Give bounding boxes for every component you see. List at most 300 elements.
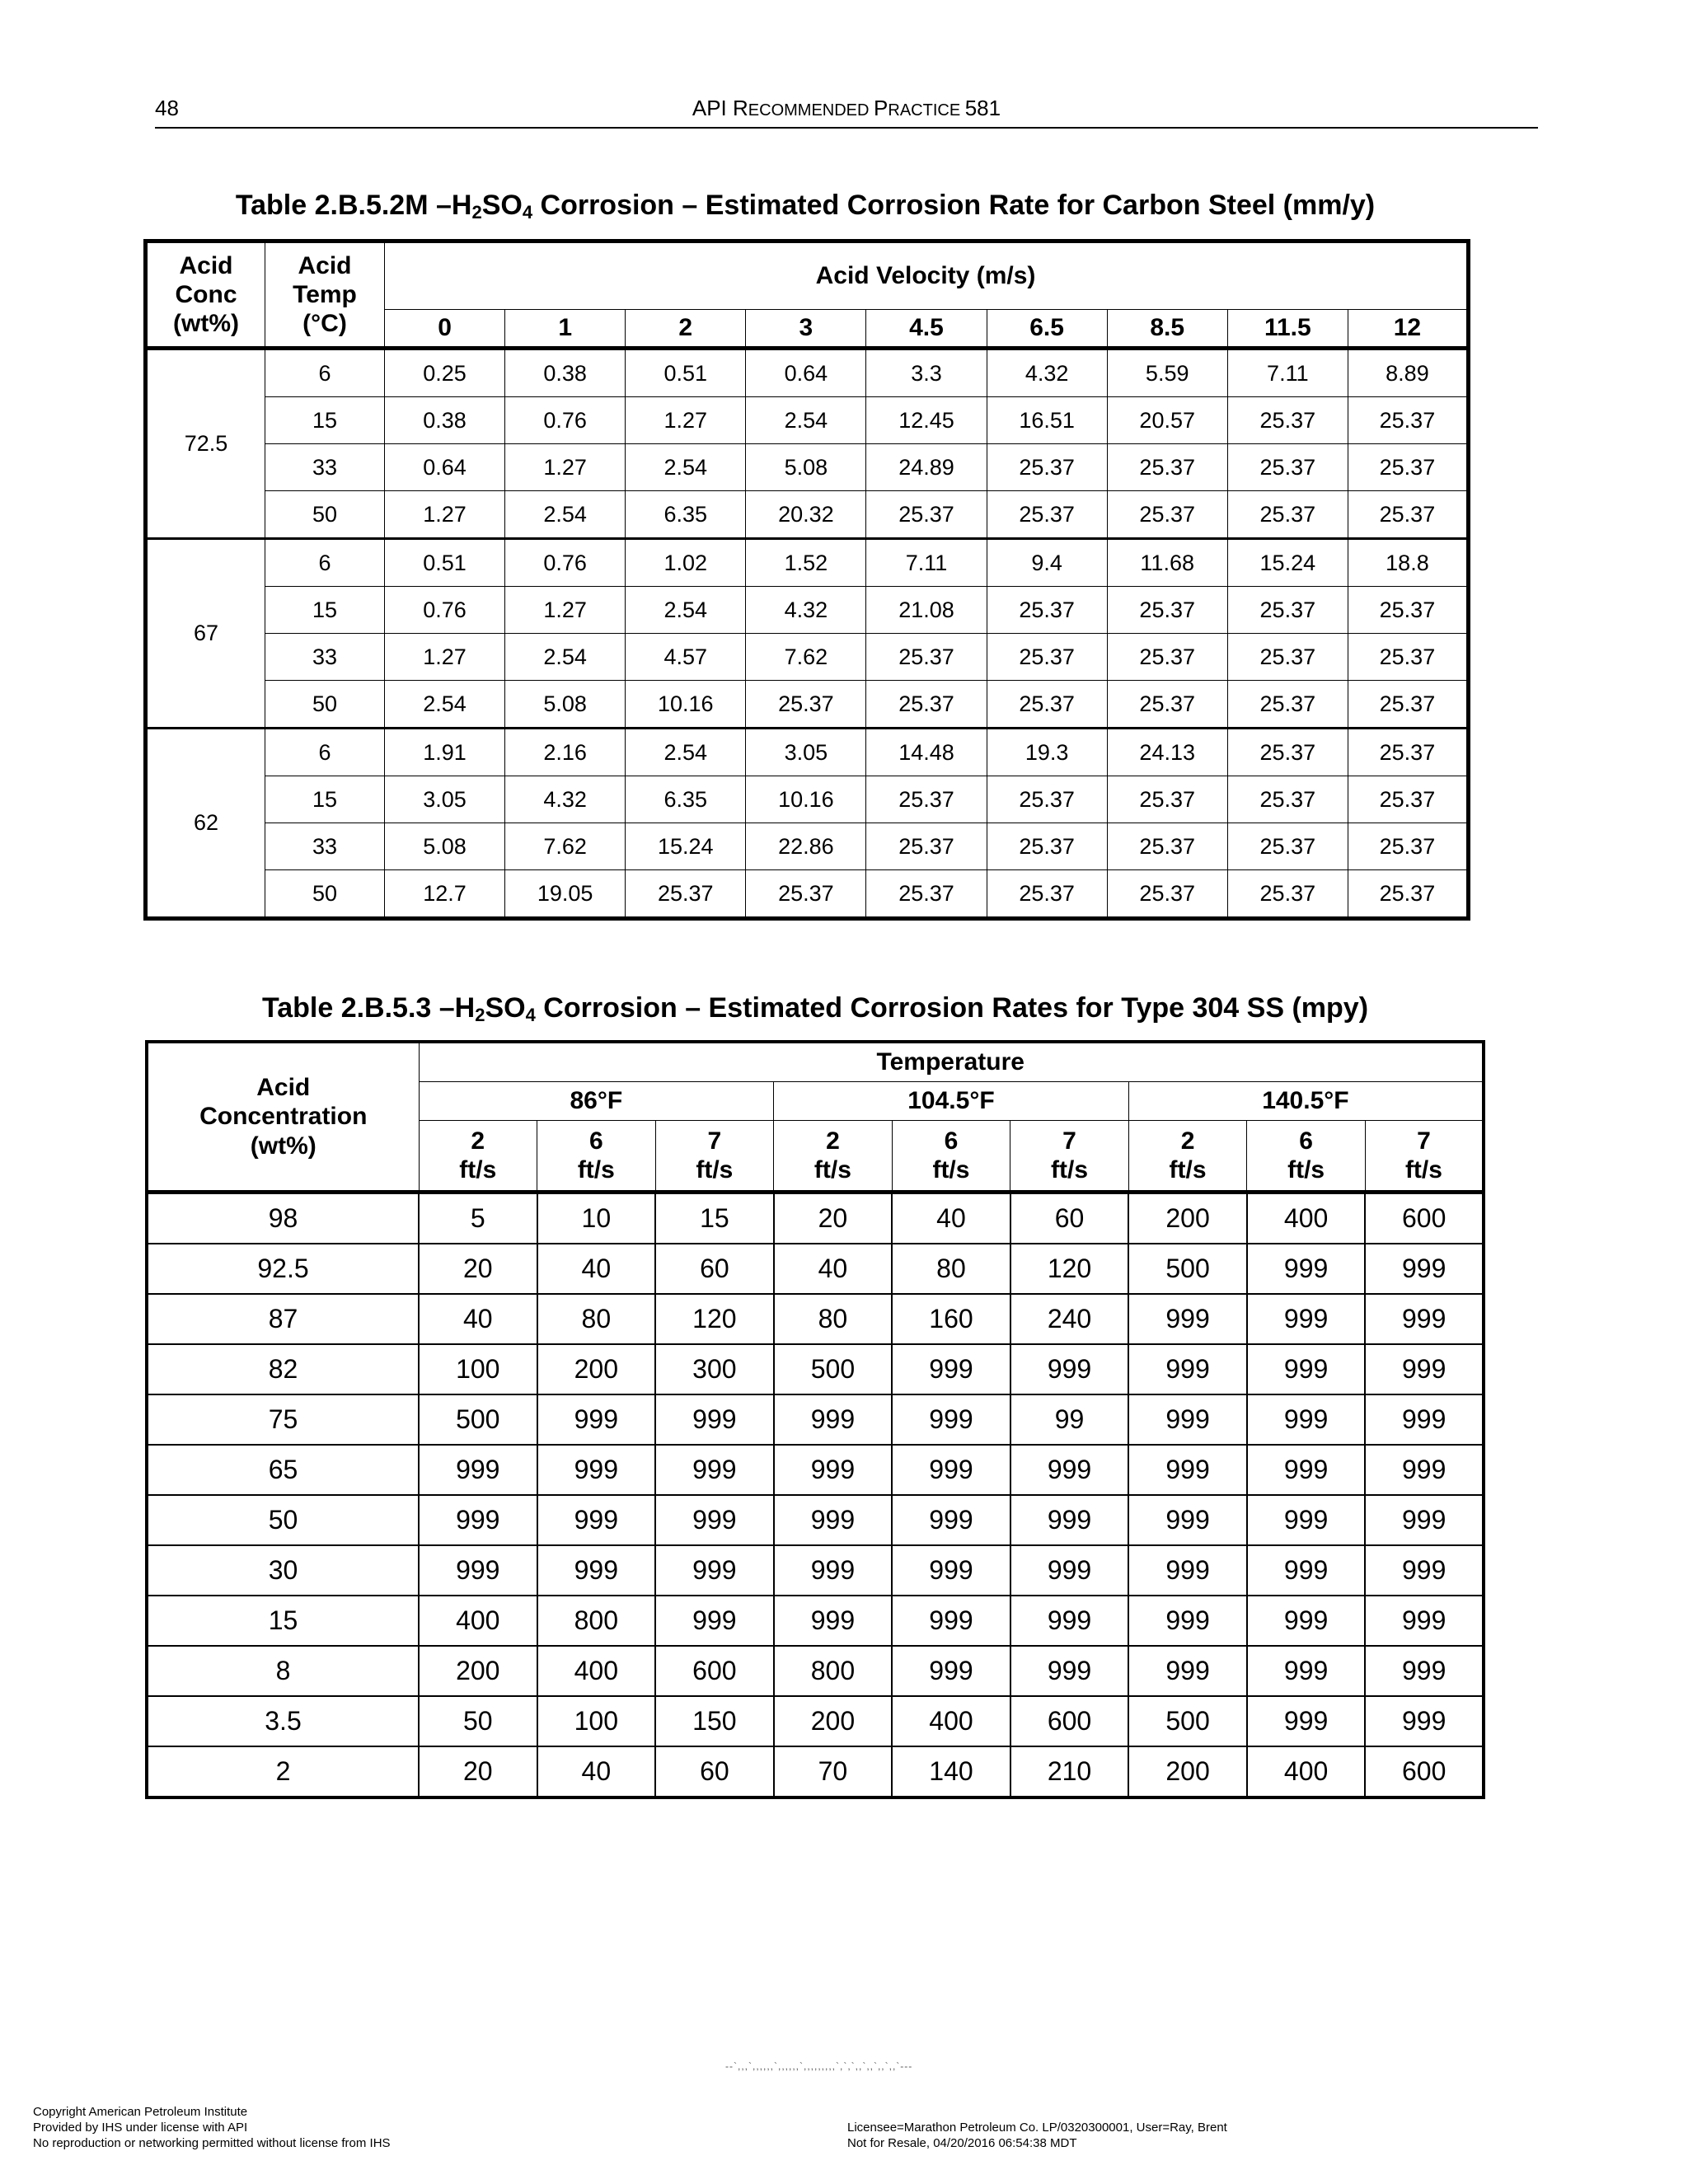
rate-cell: 999: [892, 1344, 1010, 1394]
speed-col-header: [1128, 1121, 1247, 1193]
table-row: [146, 823, 1469, 870]
rate-cell: 999: [1128, 1394, 1247, 1445]
rate-cell: 999: [655, 1495, 774, 1545]
rate-cell: 999: [1128, 1545, 1247, 1596]
rate-cell: 1.52: [746, 539, 866, 587]
rate-cell: 25.37: [866, 823, 987, 870]
rate-cell: 25.37: [1227, 870, 1348, 919]
rate-cell: 25.37: [1227, 823, 1348, 870]
rate-cell: 300: [655, 1344, 774, 1394]
rate-cell: 80: [537, 1294, 656, 1344]
rate-cell: 25.37: [1227, 729, 1348, 776]
acid-conc-cell: 72.5: [146, 349, 265, 539]
rate-cell: 80: [892, 1244, 1010, 1294]
rate-cell: 999: [537, 1495, 656, 1545]
rate-cell: 999: [1365, 1445, 1484, 1495]
rate-cell: 21.08: [866, 587, 987, 634]
rate-cell: 200: [774, 1696, 893, 1746]
rate-cell: 999: [892, 1495, 1010, 1545]
acid-concentration-cell: 87: [147, 1294, 419, 1344]
rate-cell: 999: [1128, 1495, 1247, 1545]
velocity-col-header: 6.5: [987, 310, 1107, 349]
rate-cell: 400: [892, 1696, 1010, 1746]
acid-temp-header: Acid Temp (°C): [265, 241, 385, 349]
rate-cell: 40: [419, 1294, 537, 1344]
rate-cell: 999: [655, 1545, 774, 1596]
rate-cell: 1.27: [385, 491, 505, 539]
acid-temp-cell: 15: [265, 397, 385, 444]
rate-cell: 2.54: [385, 681, 505, 729]
rate-cell: 5.59: [1107, 349, 1227, 397]
rate-cell: 0.38: [385, 397, 505, 444]
rate-cell: 999: [1365, 1495, 1484, 1545]
table-row: [146, 870, 1469, 919]
speed-col-header: [774, 1121, 893, 1193]
table-row: [147, 1244, 1484, 1294]
rate-cell: 600: [1365, 1746, 1484, 1797]
speed-value: 7: [1417, 1127, 1431, 1155]
table-row: [146, 681, 1469, 729]
rate-cell: 25.37: [1227, 634, 1348, 681]
speed-col-header: [537, 1121, 656, 1193]
rate-cell: 999: [1128, 1646, 1247, 1696]
rate-cell: 7.62: [505, 823, 626, 870]
rate-cell: 999: [1010, 1495, 1129, 1545]
acid-concentration-cell: 65: [147, 1445, 419, 1495]
acid-temp-cell: 6: [265, 349, 385, 397]
rate-cell: 999: [1365, 1394, 1484, 1445]
rate-cell: 999: [774, 1445, 893, 1495]
speed-unit: ft/s: [932, 1156, 970, 1183]
rate-cell: 15.24: [1227, 539, 1348, 587]
rate-cell: 100: [419, 1344, 537, 1394]
rate-cell: 20: [774, 1193, 893, 1244]
rate-cell: 999: [537, 1445, 656, 1495]
table-row: [147, 1495, 1484, 1545]
rate-cell: 400: [1247, 1746, 1366, 1797]
rate-cell: 15.24: [626, 823, 746, 870]
rate-cell: 19.3: [987, 729, 1107, 776]
rate-cell: 999: [1247, 1244, 1366, 1294]
temperature-header: Temperature: [419, 1042, 1484, 1082]
rate-cell: 0.51: [626, 349, 746, 397]
speed-value: 7: [707, 1127, 722, 1155]
type-304-ss-corrosion-table: [145, 1040, 1485, 1799]
speed-value: 6: [1299, 1127, 1313, 1155]
acid-concentration-cell: 15: [147, 1596, 419, 1646]
rate-cell: 19.05: [505, 870, 626, 919]
rate-cell: 999: [1365, 1344, 1484, 1394]
rate-cell: 999: [1365, 1545, 1484, 1596]
rate-cell: 0.64: [746, 349, 866, 397]
rate-cell: 40: [892, 1193, 1010, 1244]
rate-cell: 3.3: [866, 349, 987, 397]
rate-cell: 2.54: [505, 491, 626, 539]
speed-unit: ft/s: [1169, 1156, 1207, 1183]
rate-cell: 999: [1247, 1696, 1366, 1746]
rate-cell: 999: [655, 1596, 774, 1646]
rate-cell: 24.13: [1107, 729, 1227, 776]
rate-cell: 0.76: [505, 397, 626, 444]
table-row: [146, 539, 1469, 587]
table-row: [146, 634, 1469, 681]
rate-cell: 4.32: [505, 776, 626, 823]
rate-cell: 25.37: [1348, 587, 1468, 634]
rate-cell: 22.86: [746, 823, 866, 870]
rate-cell: 800: [537, 1596, 656, 1646]
rate-cell: 25.37: [987, 634, 1107, 681]
speed-unit: ft/s: [1287, 1156, 1325, 1183]
rate-cell: 25.37: [1227, 776, 1348, 823]
acid-temp-cell: 33: [265, 634, 385, 681]
rate-cell: 999: [1128, 1344, 1247, 1394]
rate-cell: 1.27: [505, 444, 626, 491]
rate-cell: 4.32: [746, 587, 866, 634]
rate-cell: 70: [774, 1746, 893, 1797]
acid-temp-cell: 6: [265, 729, 385, 776]
rate-cell: 999: [419, 1545, 537, 1596]
rate-cell: 25.37: [1107, 681, 1227, 729]
rate-cell: 999: [1128, 1294, 1247, 1344]
rate-cell: 1.02: [626, 539, 746, 587]
velocity-col-header: 11.5: [1227, 310, 1348, 349]
velocity-col-header: 12: [1348, 310, 1468, 349]
table-row: [147, 1445, 1484, 1495]
rate-cell: 400: [419, 1596, 537, 1646]
rate-cell: 25.37: [1348, 444, 1468, 491]
speed-col-header: [655, 1121, 774, 1193]
acid-concentration-cell: 82: [147, 1344, 419, 1394]
rate-cell: 25.37: [1227, 491, 1348, 539]
rate-cell: 999: [892, 1596, 1010, 1646]
rate-cell: 20: [419, 1746, 537, 1797]
rate-cell: 7.11: [866, 539, 987, 587]
rate-cell: 80: [774, 1294, 893, 1344]
rate-cell: 800: [774, 1646, 893, 1696]
rate-cell: 10.16: [746, 776, 866, 823]
rate-cell: 16.51: [987, 397, 1107, 444]
rate-cell: 999: [774, 1394, 893, 1445]
rate-cell: 999: [1247, 1646, 1366, 1696]
speed-value: 6: [588, 1127, 603, 1155]
rate-cell: 400: [1247, 1193, 1366, 1244]
rate-cell: 25.37: [1107, 587, 1227, 634]
rate-cell: 6.35: [626, 491, 746, 539]
rate-cell: 25.37: [1107, 634, 1227, 681]
table-row: [146, 729, 1469, 776]
rate-cell: 2.54: [626, 729, 746, 776]
rate-cell: 8.89: [1348, 349, 1468, 397]
rate-cell: 2.54: [746, 397, 866, 444]
rate-cell: 2.54: [626, 587, 746, 634]
rate-cell: 999: [1365, 1646, 1484, 1696]
acid-concentration-cell: 3.5: [147, 1696, 419, 1746]
rate-cell: 10: [537, 1193, 656, 1244]
velocity-col-header: 2: [626, 310, 746, 349]
rate-cell: 25.37: [1227, 587, 1348, 634]
rate-cell: 7.62: [746, 634, 866, 681]
rate-cell: 140: [892, 1746, 1010, 1797]
acid-velocity-header: Acid Velocity (m/s): [385, 241, 1469, 310]
velocity-col-header: 3: [746, 310, 866, 349]
rate-cell: 999: [1010, 1344, 1129, 1394]
rate-cell: 25.37: [746, 870, 866, 919]
rate-cell: 999: [892, 1445, 1010, 1495]
speed-value: 2: [1180, 1127, 1195, 1155]
table-row: [147, 1696, 1484, 1746]
speed-col-header: [892, 1121, 1010, 1193]
speed-unit: ft/s: [459, 1156, 497, 1183]
rate-cell: 999: [1247, 1294, 1366, 1344]
rate-cell: 1.91: [385, 729, 505, 776]
rate-cell: 0.38: [505, 349, 626, 397]
acid-temp-cell: 33: [265, 444, 385, 491]
table-row: [146, 587, 1469, 634]
rate-cell: 10.16: [626, 681, 746, 729]
velocity-col-header: 8.5: [1107, 310, 1227, 349]
rate-cell: 12.45: [866, 397, 987, 444]
rate-cell: 1.27: [626, 397, 746, 444]
rate-cell: 999: [655, 1445, 774, 1495]
rate-cell: 60: [1010, 1193, 1129, 1244]
rate-cell: 25.37: [1227, 681, 1348, 729]
speed-unit: ft/s: [577, 1156, 615, 1183]
speed-value: 2: [471, 1127, 485, 1155]
acid-temp-cell: 33: [265, 823, 385, 870]
rate-cell: 999: [537, 1394, 656, 1445]
rate-cell: 25.37: [1107, 870, 1227, 919]
velocity-col-header: 1: [505, 310, 626, 349]
rate-cell: 999: [892, 1394, 1010, 1445]
rate-cell: 14.48: [866, 729, 987, 776]
acid-temp-cell: 15: [265, 587, 385, 634]
rate-cell: 40: [774, 1244, 893, 1294]
rate-cell: 25.37: [1227, 444, 1348, 491]
speed-col-header: [419, 1121, 537, 1193]
rate-cell: 5.08: [505, 681, 626, 729]
rate-cell: 999: [892, 1545, 1010, 1596]
rate-cell: 25.37: [746, 681, 866, 729]
rate-cell: 999: [1365, 1244, 1484, 1294]
speed-unit: ft/s: [696, 1156, 734, 1183]
rate-cell: 999: [655, 1394, 774, 1445]
running-title: API RECOMMENDED PRACTICE 581: [692, 96, 1001, 120]
rate-cell: 25.37: [1107, 776, 1227, 823]
acid-concentration-cell: 98: [147, 1193, 419, 1244]
rate-cell: 25.37: [987, 681, 1107, 729]
rate-cell: 999: [892, 1646, 1010, 1696]
rate-cell: 25.37: [866, 491, 987, 539]
rate-cell: 600: [1365, 1193, 1484, 1244]
rate-cell: 25.37: [1107, 444, 1227, 491]
speed-unit: ft/s: [1404, 1156, 1442, 1183]
rate-cell: 999: [537, 1545, 656, 1596]
speed-value: 2: [826, 1127, 840, 1155]
rate-cell: 0.76: [505, 539, 626, 587]
rate-cell: 25.37: [866, 776, 987, 823]
rate-cell: 500: [419, 1394, 537, 1445]
speed-unit: ft/s: [814, 1156, 851, 1183]
acid-conc-cell: 62: [146, 729, 265, 919]
rate-cell: 25.37: [1348, 870, 1468, 919]
rate-cell: 25.37: [1348, 776, 1468, 823]
rate-cell: 25.37: [987, 444, 1107, 491]
rate-cell: 12.7: [385, 870, 505, 919]
rate-cell: 500: [1128, 1244, 1247, 1294]
rate-cell: 1.27: [385, 634, 505, 681]
table-row: [147, 1545, 1484, 1596]
rate-cell: 999: [1010, 1445, 1129, 1495]
rate-cell: 25.37: [1107, 491, 1227, 539]
temperature-group-header: 86°F: [419, 1082, 774, 1121]
velocity-col-header: 4.5: [866, 310, 987, 349]
rate-cell: 25.37: [1348, 729, 1468, 776]
rate-cell: 25.37: [866, 634, 987, 681]
rate-cell: 500: [1128, 1696, 1247, 1746]
rate-cell: 999: [1247, 1394, 1366, 1445]
rate-cell: 600: [655, 1646, 774, 1696]
table2-title: Table 2.B.5.3 $-H_2SO_4$ Corrosion – Estimated Corrosion Rates for Type 304 SS (mpy): [261, 992, 1369, 1025]
rate-cell: 11.68: [1107, 539, 1227, 587]
table-row: [147, 1596, 1484, 1646]
rate-cell: 160: [892, 1294, 1010, 1344]
rate-cell: 999: [1247, 1445, 1366, 1495]
table-row: [146, 349, 1469, 397]
table-row: [146, 444, 1469, 491]
rate-cell: 20: [419, 1244, 537, 1294]
rate-cell: 5.08: [746, 444, 866, 491]
rate-cell: 25.37: [1348, 634, 1468, 681]
rate-cell: 50: [419, 1696, 537, 1746]
rate-cell: 9.4: [987, 539, 1107, 587]
rate-cell: 400: [537, 1646, 656, 1696]
acid-temp-cell: 6: [265, 539, 385, 587]
rate-cell: 25.37: [1348, 397, 1468, 444]
temperature-group-header: 140.5°F: [1128, 1082, 1484, 1121]
rate-cell: 200: [1128, 1746, 1247, 1797]
rate-cell: 600: [1010, 1696, 1129, 1746]
speed-value: 7: [1062, 1127, 1076, 1155]
rate-cell: 6.35: [626, 776, 746, 823]
rate-cell: 999: [774, 1596, 893, 1646]
rate-cell: 200: [537, 1344, 656, 1394]
table-row: [147, 1294, 1484, 1344]
acid-concentration-cell: 2: [147, 1746, 419, 1797]
rate-cell: 999: [1365, 1596, 1484, 1646]
rate-cell: 25.37: [987, 776, 1107, 823]
rate-cell: 25.37: [1227, 397, 1348, 444]
rate-cell: 25.37: [987, 870, 1107, 919]
rate-cell: 200: [1128, 1193, 1247, 1244]
rate-cell: 4.57: [626, 634, 746, 681]
acid-concentration-cell: 92.5: [147, 1244, 419, 1294]
speed-value: 6: [944, 1127, 959, 1155]
rate-cell: 60: [655, 1244, 774, 1294]
table-row: [146, 397, 1469, 444]
acid-concentration-cell: 50: [147, 1495, 419, 1545]
acid-concentration-header: Acid Concentration (wt%): [147, 1042, 419, 1193]
speed-col-header: [1010, 1121, 1129, 1193]
page-header: [155, 92, 1538, 129]
footer-license: Licensee=Marathon Petroleum Co. LP/0320300001, User=Ray, Brent Not for Resale, 04/20/2016 06:54:38 MDT: [847, 2121, 1227, 2150]
rate-cell: 2.16: [505, 729, 626, 776]
table-row: [146, 491, 1469, 539]
rate-cell: 24.89: [866, 444, 987, 491]
rate-cell: 5: [419, 1193, 537, 1244]
acid-conc-header: Acid Conc (wt%): [146, 241, 265, 349]
acid-temp-cell: 50: [265, 491, 385, 539]
rate-cell: 25.37: [987, 491, 1107, 539]
rate-cell: 4.32: [987, 349, 1107, 397]
rate-cell: 999: [1010, 1545, 1129, 1596]
page-number: 48: [155, 96, 179, 120]
rate-cell: 99: [1010, 1394, 1129, 1445]
table-row: [146, 776, 1469, 823]
rate-cell: 25.37: [1348, 491, 1468, 539]
rate-cell: 999: [419, 1445, 537, 1495]
rate-cell: 999: [1247, 1495, 1366, 1545]
acid-concentration-cell: 75: [147, 1394, 419, 1445]
rate-cell: 1.27: [505, 587, 626, 634]
rate-cell: 25.37: [1107, 823, 1227, 870]
speed-col-header: [1365, 1121, 1484, 1193]
rate-cell: 15: [655, 1193, 774, 1244]
rate-cell: 3.05: [746, 729, 866, 776]
rate-cell: 5.08: [385, 823, 505, 870]
footer-copyright: Copyright American Petroleum Institute Provided by IHS under license with API No reproduction or networking permitted without license from IHS: [33, 2105, 391, 2150]
rate-cell: 210: [1010, 1746, 1129, 1797]
rate-cell: 25.37: [1348, 823, 1468, 870]
rate-cell: 999: [774, 1495, 893, 1545]
rate-cell: 500: [774, 1344, 893, 1394]
acid-concentration-cell: 30: [147, 1545, 419, 1596]
rate-cell: 40: [537, 1746, 656, 1797]
rate-cell: 999: [1365, 1696, 1484, 1746]
rate-cell: 2.54: [505, 634, 626, 681]
rate-cell: 60: [655, 1746, 774, 1797]
rate-cell: 999: [1128, 1445, 1247, 1495]
rate-cell: 120: [655, 1294, 774, 1344]
table-row: [147, 1193, 1484, 1244]
rate-cell: 999: [419, 1495, 537, 1545]
rate-cell: 0.25: [385, 349, 505, 397]
rate-cell: 240: [1010, 1294, 1129, 1344]
rate-cell: 20.57: [1107, 397, 1227, 444]
rate-cell: 20.32: [746, 491, 866, 539]
rate-cell: 25.37: [1348, 681, 1468, 729]
rate-cell: 3.05: [385, 776, 505, 823]
scan-marks: --`,,,`,,,,,,`,,,,,,`,,,,,,,,,`,`,`,,`,,`,,`,,`---: [725, 2060, 913, 2072]
rate-cell: 200: [419, 1646, 537, 1696]
rate-cell: 0.76: [385, 587, 505, 634]
table1-title: Table 2.B.5.2M $-H_2SO_4$ Corrosion – Estimated Corrosion Rate for Carbon Steel (mm/y): [235, 190, 1376, 223]
rate-cell: 0.51: [385, 539, 505, 587]
rate-cell: 120: [1010, 1244, 1129, 1294]
rate-cell: 25.37: [866, 870, 987, 919]
acid-temp-cell: 15: [265, 776, 385, 823]
speed-col-header: [1247, 1121, 1366, 1193]
rate-cell: 100: [537, 1696, 656, 1746]
table-row: [147, 1394, 1484, 1445]
rate-cell: 25.37: [626, 870, 746, 919]
acid-temp-cell: 50: [265, 681, 385, 729]
rate-cell: 25.37: [987, 587, 1107, 634]
table-row: [147, 1646, 1484, 1696]
speed-unit: ft/s: [1051, 1156, 1088, 1183]
rate-cell: 999: [1010, 1596, 1129, 1646]
table-row: [147, 1344, 1484, 1394]
rate-cell: 25.37: [987, 823, 1107, 870]
